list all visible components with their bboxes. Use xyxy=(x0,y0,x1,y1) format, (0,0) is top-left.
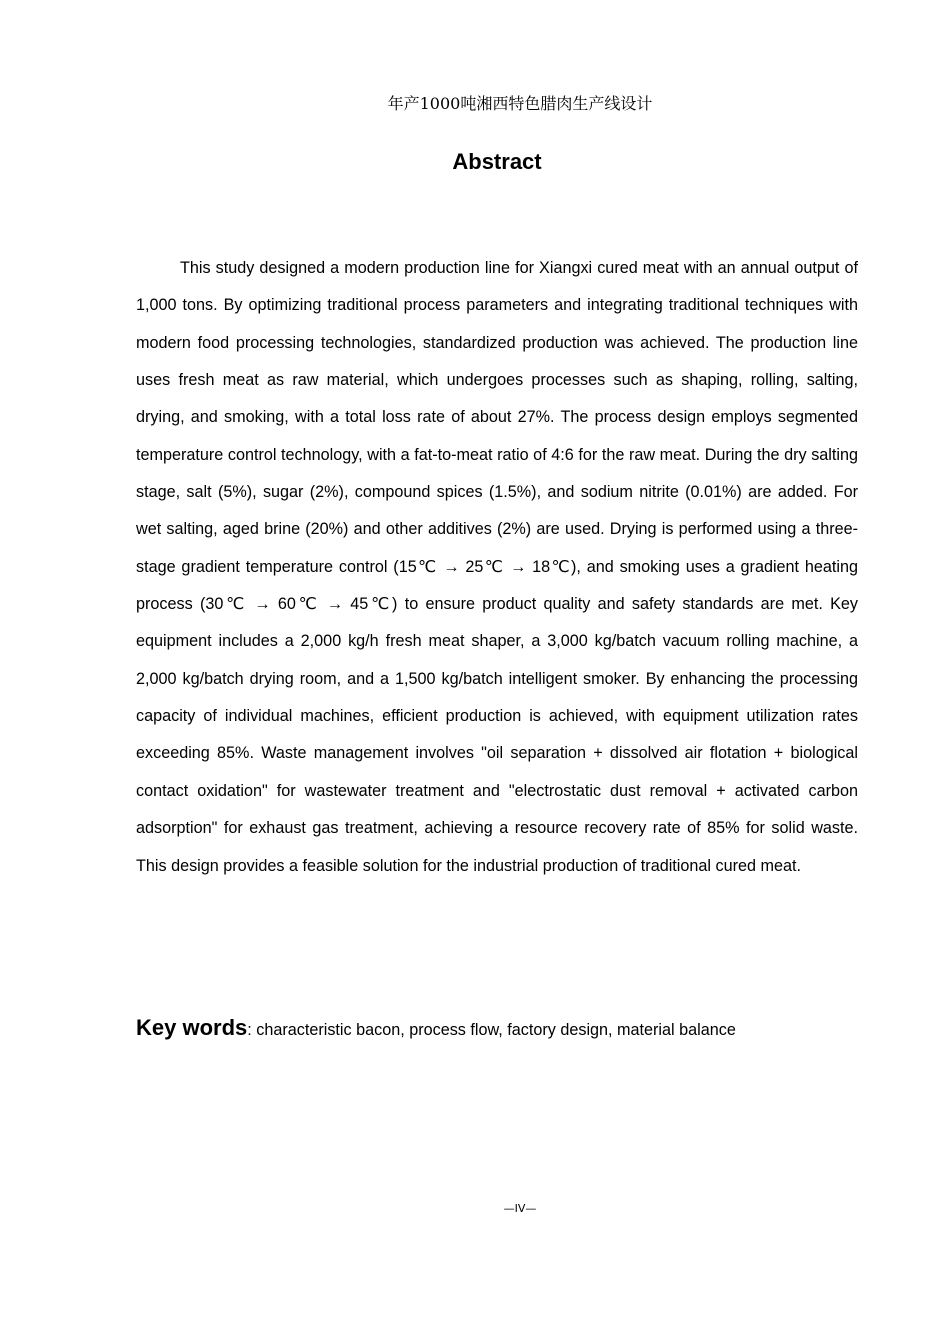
abstract-paragraph: This study designed a modern production line for Xiangxi cured meat with an annual output of 1,000 tons. By optimizing traditional process parameters and integrating traditional techniques with modern food processing technologies, standardized production was achieved. The production line uses fresh meat as raw material, which undergoes processes such as shaping, rolling, salting, drying, and smoking, with a total loss rate of about 27%. The process design employs segmented temperature control technology, with a fat-to-meat ratio of 4:6 for the raw meat. During the dry salting stage, salt (5%), sugar (2%), compound spices (1.5%), and sodium nitrite (0.01%) are added. For wet salting, aged brine (20%) and other additives (2%) are used. Drying is performed using a three-stage gradient temperature control (15℃ → 25℃ → 18℃), and smoking uses a gradient heating process (30℃ → 60℃ → 45℃) to ensure product quality and safety standards are met. Key equipment includes a 2,000 kg/h fresh meat shaper, a 3,000 kg/batch vacuum rolling machine, a 2,000 kg/batch drying room, and a 1,500 kg/batch intelligent smoker. By enhancing the processing capacity of individual machines, efficient production is achieved, with equipment utilization rates exceeding 85%. Waste management involves "oil separation + dissolved air flotation + biological contact oxidation" for wastewater treatment and "electrostatic dust removal + activated carbon adsorption" for exhaust gas treatment, achieving a resource recovery rate of 85% for solid waste. This design provides a feasible solution for the industrial production of traditional cured meat. xyxy=(136,259,858,875)
keywords-line xyxy=(136,1010,858,1048)
abstract-heading: Abstract xyxy=(452,149,542,174)
running-header-title: 年产1000吨湘西特色腊肉生产线设计 xyxy=(387,94,653,113)
keywords-label: Key words xyxy=(136,1015,248,1040)
keywords-text: : characteristic bacon, process flow, factory design, material balance xyxy=(247,1021,736,1039)
page-number: —IV— xyxy=(503,1202,537,1215)
